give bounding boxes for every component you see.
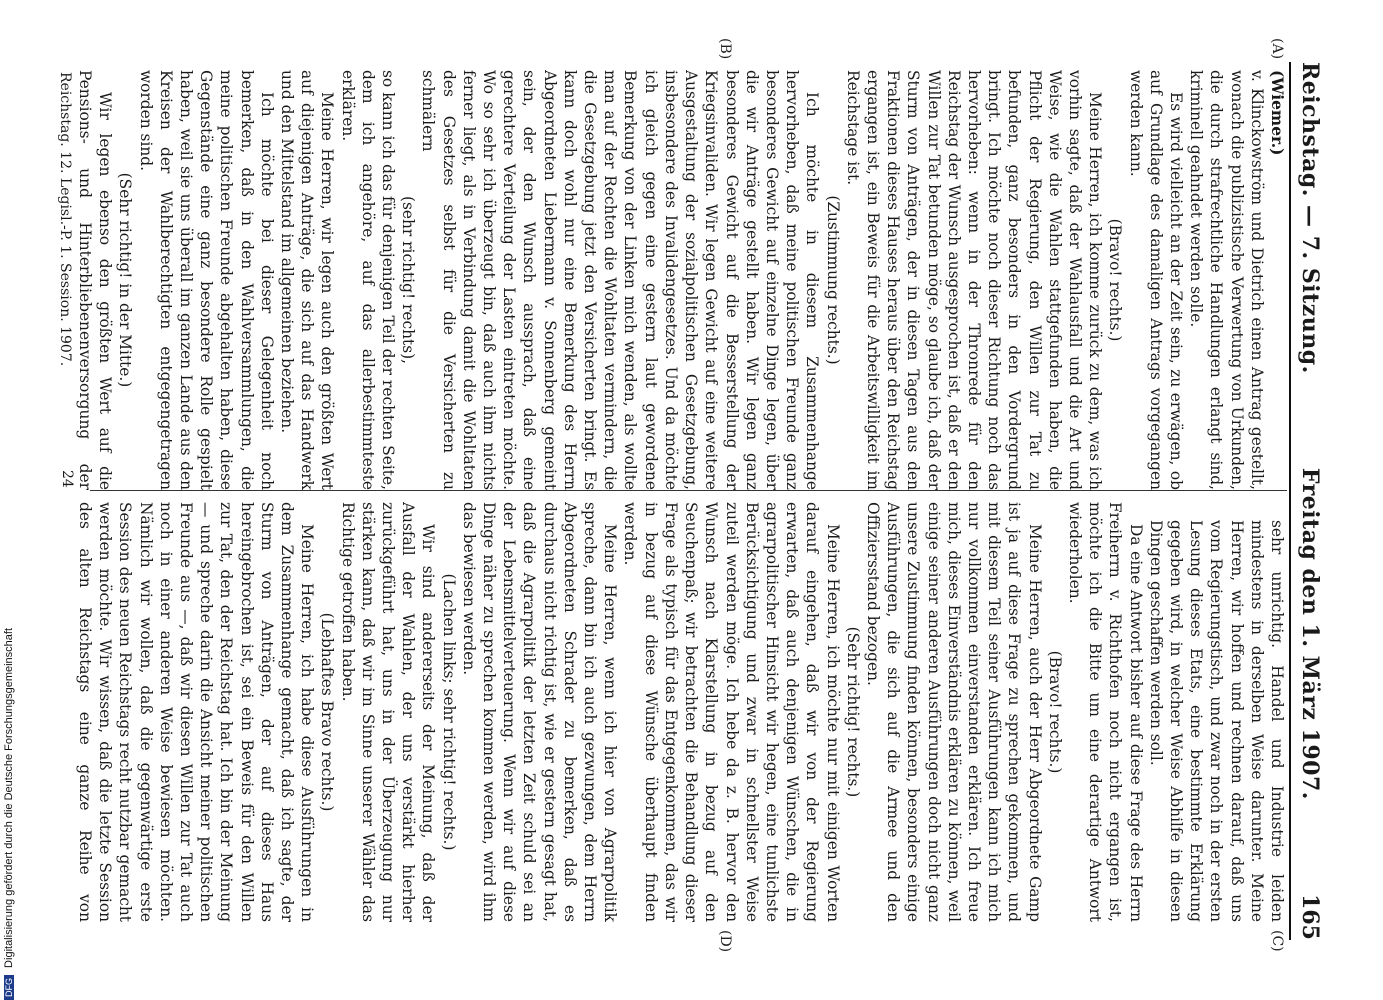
footer-page-number: 24 [59,470,75,488]
quotation: sehr unrichtig. Handel und Industrie leiden mindestens in derselben Weise darunter. Meine Herren, wir hoffen und rechnen darauf, daß uns vom Regierungstisch, und zwar noch in der ersten Lesung dieses Etats, eine bestimmte Erklärung gegeben wird, in welcher Weise Abhilfe in diesen Dingen geschaffen werden soll. [1146,520,1286,922]
paragraph: Meine Herren, ich habe diese Ausführungen in dem Zusammenhange gemacht, daß ich sagte, der Sturm von Anträgen, der auf dieses Haus hereingebrochen ist, sei ein Beweis für den Willen zur Tat, den der Reichstag hat. Ich bin der Meinung — und spreche darin die Ansicht meiner politischen Freunde aus —, daß wir diesen Willen zur Tat auch noch in einer anderen Weise bewiesen möchten. Nämlich wir wollen, daß die gegenwärtige erste Session des neuen Reichstags recht nutzbar gemacht werden möchte. Wir wissen, daß die letzte Session des alten Reichstags eine ganze Reihe von [76,502,317,922]
paragraph: Meine Herren, ich möchte nur mit einigen Worten darauf eingehen, daß wir von der Regierung erwarten, daß auch denjenigen Wünschen, die in agrarpolitischer Hinsicht wir hegen, eine tunlichste Berücksichtigung und zwar in schnellster Weise zuteil werden möge. Ich hebe da z. B. hervor den Wunsch nach Klarstellung in bezug auf den Seuchenpaß; wir betrachten die Behandlung dieser Frage als typisch für das Entgegenkommen, das wir in bezug auf diese Wünsche überhaupt finden werden. [621,502,842,922]
interjection: (Lachen links; sehr richtig! rechts.) [439,573,458,851]
interjection: (Bravo! rechts.) [1045,650,1064,774]
paragraph: Es wird vielleicht an der Zeit sein, zu erwägen, ob auf Grundlage des damaligen Antrags vorgegangen werden kann. [1126,70,1185,490]
interjection: (sehr richtig! rechts), [399,196,418,364]
paragraph: Wir sind andererseits der Meinung, daß der Ausfall der Wahlen, der uns verstärkt hierher zurückgeführt hat, uns in der Überzeugung nur stärken kann, daß wir im Sinne unserer Wähler das Richtige getroffen haben. [338,502,438,922]
interjection: (Sehr richtig! rechts.) [843,626,862,798]
paragraph: Meine Herren, wenn ich hier von Agrarpolitik spreche, dann bin ich auch gezwungen, dem Herrn Abgeordneten Schrader zu bemerken, daß es durchaus nicht richtig ist, wie er gestern gesagt hat, daß die Agrarpolitik der letzten Zeit schuld sei an der Lebensmittelverteuerung. Wenn wir auf diese Dinge näher zu sprechen kommen werden, wird ihm das bewiesen werden. [459,502,620,922]
interjection: (Bravo! rechts.) [1106,218,1125,342]
dfg-logo-badge: DFG [4,975,14,1000]
paragraph: Meine Herren, ich komme zurück zu dem, was ich vorhin sagte, daß der Wahlausfall und die Art und Weise, wie die Wahlen stattgefunden haben, die Pflicht der Regierung, den Willen zur Tat zu befunden, ganz besonders in den Vordergrund bringt. Ich möchte noch dieser Richtung noch das hervorheben: wenn in der Thronrede für den Reichstag der Wunsch ausgesprochen ist, daß er den Willen zur Tat betunden möge, so glaube ich, daß der Sturm von Anträgen, der in diesen Tagen aus den Fraktionen dieses Hauses heraus über den Reichstag ergangen ist, ein Beweis für die Arbeitswilligkeit im Reichstage ist. [843,70,1105,490]
interjection: (Zustimmung rechts.) [823,195,842,365]
paragraph: Wir legen ebenso den größten Wert auf die Pensions- und Hinterbliebenenversorgung der [76,70,115,490]
page-header [1289,62,1337,940]
margin-marker-b: (B) [717,38,733,60]
margin-marker-c: (C) [1269,930,1285,952]
left-column [76,70,1287,490]
paragraph: Meine Herren, auch der Herr Abgeordnete Gamp ist ja auf diese Frage zu sprechen gekommen, und mit diesem Teil seiner Ausführungen kann ich mich nur vollkommen einverstanden erklären. Ich freue mich, dieses Einverständnis erklären zu können, weil einige seiner anderen Ausführungen doch nicht ganz unsere Zustimmung finden können, besonders einige Ausführungen, die sich auf die Armee und den Offiziersstand bezogen. [863,502,1044,922]
header-session: Reichstag. — 7. Sitzung. [1297,62,1323,374]
page-footer: Reichstag. 12. Legisl.-P. 1. Session. 1907. [57,72,73,367]
margin-marker-a: (A) [1269,38,1285,60]
margin-marker-d: (D) [717,930,733,953]
header-page-number: 165 [1297,894,1323,940]
paragraph: so kann ich das für denjenigen Teil der rechten Seite, dem ich angehöre, auf das allerbestimmteste erklären. [338,70,398,490]
speaker-name: (Wiemer.) [1268,70,1286,156]
header-date: Freitag den 1. März 1907. [1297,467,1323,800]
paragraph: Meine Herren, wir legen auch den größten Wert auf diejenigen Anträge, die sich auf das Handwerk und den Mittelstand im allgemeinen beziehen. [278,70,337,490]
paragraph: Ich möchte in diesem Zusammenhange hervorheben, daß meine politischen Freunde ganz besonderes Gewicht auf einzelne Dinge legen, über die wir Anträge gestellt haben. Wir legen ganz besonderes Gewicht auf die Besserstellung der Kriegsinvaliden. Wir legen Gewicht auf eine weitere Ausgestaltung der sozialpolitischen Gesetzgebung, insbesondere des Invalidengesetzes. Und da möchte ich gleich gegen eine gestern laut gewordene Bemerkung von der Linken mich wenden, als wollte man auf der Rechten die Wohltaten vermindern, die die Gesetzgebung jetzt den Versicherten bringt. Es kann doch wohl nur eine Bemerkung des Herrn Abgeordneten Liebermann v. Sonnenberg gemeint sein, der den Wunsch aussprach, daß eine gerechtere Verteilung der Lasten eintreten möchte. Wo so sehr ich überzeugt bin, daß auch ihm nichts ferner liegt, als in Verbindung damit die Wohltaten des Gesetzes selbst für die Versicherten zu schmälern [419,70,822,490]
interjection: (Lebhaftes Bravo rechts.) [318,612,337,812]
paragraph: v. Klinckowström und Dietrich einen Antrag gestellt, wonach die publizistische Verwertung von Urkunden, die durch strafrechtliche Handlungen erlangt sind, kriminell geahndet werden solle. [1187,70,1266,490]
funding-note [3,20,15,1000]
funding-note-text: Digitalisierung gefördert durch die Deutsche Forschungsgemeinschaft [3,627,15,968]
paragraph: Ich möchte bei dieser Gelegenheit noch bemerken, daß in den Wahlversammlungen, die meine politischen Freunde abgehalten haben, diese Gegenstände eine ganz besondere Rolle gespielt haben, weil sie uns überall im ganzen Lande aus den Kreisen der Wahlberechtigten entgegengetragen worden sind. [136,70,276,490]
right-column [76,502,1287,922]
column-divider [90,490,1287,491]
interjection: (Sehr richtig! in der Mitte.) [116,172,135,388]
paragraph: Da eine Antwort bisher auf diese Frage des Herrn Freiherrn v. Richthofen noch nicht ergangen ist, möchte ich die Bitte um eine derartige Antwort wiederholen. [1065,502,1145,922]
